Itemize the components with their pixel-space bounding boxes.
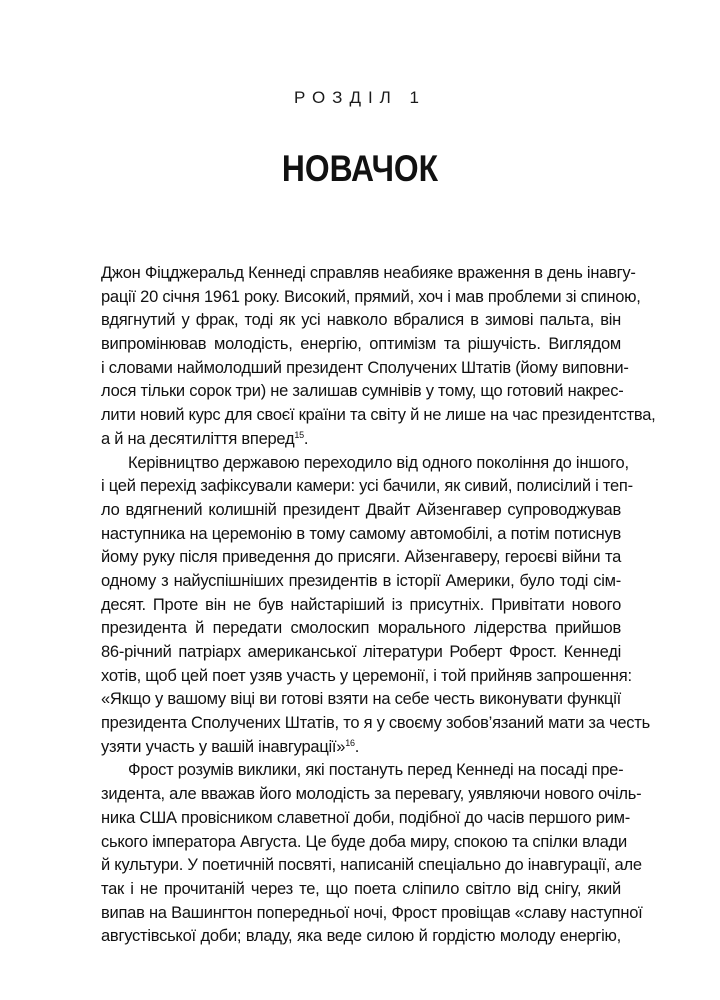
text-line: 86-річний патріарх американської літератури Роберт Фрост. Кеннеді — [101, 643, 621, 661]
text-line-content: узяти участь у вашій інавгурації» — [101, 737, 346, 756]
text-line: президента й передати смолоскип морального лідерства прийшов — [101, 619, 621, 638]
text-line-content: а й на десятиліття вперед — [101, 429, 295, 448]
text-line: випромінював молодість, енергію, оптимізм та рішучість. Виглядом — [101, 335, 621, 354]
footnote-marker: 15 — [294, 429, 304, 440]
text-line: лити новий курс для своєї країни та світу й не лише на час президентства, — [101, 406, 656, 425]
text-line: ського імператора Августа. Це буде доба миру, спокою та спілки влади — [101, 832, 627, 851]
text-line: президента Сполучених Штатів, то я у своєму зобов’язаний мати за честь — [101, 714, 650, 733]
text-line: йому руку після приведення до присяги. Айзенгаверу, героєві війни та — [101, 548, 621, 567]
text-line: десят. Проте він не був найстаріший із присутніх. Привітати нового — [101, 595, 621, 614]
text-line: одному з найуспішніших президентів в історії Америки, було тоді сім- — [101, 571, 621, 590]
text-line: ло вдягнений колишній президент Двайт Айзенгавер супроводжував — [101, 500, 621, 519]
sentence-period: . — [303, 429, 309, 448]
paragraph-end-line — [101, 428, 621, 452]
text-line: і цей перехід зафіксували камери: усі бачили, як сивий, полисілий і теп- — [101, 477, 633, 496]
text-line: й культури. У поетичній посвяті, написаній спеціально до інавгурації, але — [101, 856, 642, 875]
text-line: Керівництво державою переходило від одного покоління до іншого, — [128, 453, 629, 472]
text-line: лося тільки сорок три) не залишав сумнівів у тому, що готовий накрес- — [101, 382, 624, 401]
text-line: випав на Вашингтон попередньої ночі, Фрост провіщав «славу наступної — [101, 903, 643, 922]
chapter-title: НОВАЧОК — [281, 148, 439, 189]
text-line: августівської доби; владу, яка веде силою й гордістю молоду енергію, — [101, 927, 621, 946]
chapter-label: РОЗДІЛ 1 — [293, 88, 427, 107]
text-line: Фрост розумів виклики, які постануть перед Кеннеді на посаді пре- — [128, 761, 624, 780]
text-line: зидента, але вважав його молодість за перевагу, уявляючи нового очіль- — [101, 785, 642, 804]
text-line: ника США провісником славетної доби, подібної до часів першого рим- — [101, 808, 630, 827]
text-line: вдягнутий у фрак, тоді як усі навколо вбралися в зимові пальта, він — [101, 311, 621, 330]
text-line: так і не прочитаній через те, що поета сліпило світло від снігу, який — [101, 879, 621, 898]
text-line: хотів, щоб цей поет узяв участь у церемонії, і той прийняв запрошення: — [101, 666, 632, 685]
paragraph-end-line — [101, 736, 621, 760]
text-line: рації 20 січня 1961 року. Високий, прямий, хоч і мав проблеми зі спиною, — [101, 287, 641, 306]
footnote-marker: 16 — [345, 737, 355, 748]
text-line: наступника на церемонію в тому самому автомобілі, а потім потиснув — [101, 524, 621, 543]
text-line: «Якщо у вашому віці ви готові взяти на себе честь виконувати функції — [101, 690, 621, 709]
text-line: Джон Фіцджеральд Кеннеді справляв неабияке враження в день інавгу- — [101, 264, 636, 282]
text-line: і словами наймолодший президент Сполучених Штатів (йому виповни- — [101, 358, 629, 377]
sentence-period: . — [354, 737, 360, 756]
body-text — [101, 262, 656, 949]
